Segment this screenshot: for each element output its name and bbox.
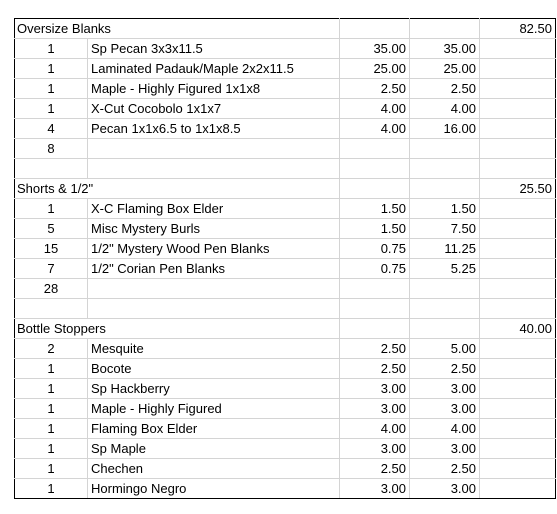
empty-cell[interactable] [480, 479, 556, 499]
unit-price-cell[interactable]: 4.00 [340, 119, 410, 139]
table-row [15, 59, 556, 79]
line-total-cell[interactable]: 3.00 [410, 439, 480, 459]
quantity-cell[interactable]: 1 [15, 39, 88, 59]
line-total-cell[interactable]: 2.50 [410, 459, 480, 479]
quantity-cell[interactable]: 1 [15, 459, 88, 479]
empty-cell[interactable] [15, 299, 88, 319]
table-row [15, 239, 556, 259]
line-total-cell[interactable]: 3.00 [410, 479, 480, 499]
empty-cell[interactable] [340, 179, 410, 199]
unit-price-cell[interactable]: 0.75 [340, 239, 410, 259]
empty-cell[interactable] [480, 419, 556, 439]
line-total-cell[interactable]: 16.00 [410, 119, 480, 139]
quantity-cell[interactable]: 5 [15, 219, 88, 239]
unit-price-cell[interactable]: 2.50 [340, 459, 410, 479]
unit-price-cell[interactable]: 1.50 [340, 219, 410, 239]
empty-cell[interactable] [410, 299, 480, 319]
empty-cell[interactable] [15, 159, 88, 179]
description-cell[interactable]: Hormingo Negro [88, 479, 340, 499]
description-cell[interactable]: Mesquite [88, 339, 340, 359]
empty-cell[interactable] [480, 439, 556, 459]
quantity-cell[interactable]: 1 [15, 379, 88, 399]
quantity-cell[interactable]: 1 [15, 99, 88, 119]
count-row [15, 139, 556, 159]
empty-cell[interactable] [480, 339, 556, 359]
section-header-row [15, 179, 556, 199]
description-cell[interactable]: Maple - Highly Figured 1x1x8 [88, 79, 340, 99]
empty-cell[interactable] [340, 279, 410, 299]
empty-cell[interactable] [410, 179, 480, 199]
unit-price-cell[interactable]: 2.50 [340, 339, 410, 359]
description-cell[interactable]: X-C Flaming Box Elder [88, 199, 340, 219]
description-cell[interactable]: Sp Maple [88, 439, 340, 459]
quantity-cell[interactable]: 1 [15, 479, 88, 499]
table-row [15, 459, 556, 479]
section-header-row [15, 19, 556, 39]
unit-price-cell[interactable]: 2.50 [340, 79, 410, 99]
quantity-cell[interactable]: 1 [15, 359, 88, 379]
quantity-cell[interactable]: 1 [15, 199, 88, 219]
blank-row [15, 299, 556, 319]
empty-cell[interactable] [480, 199, 556, 219]
empty-cell[interactable] [480, 219, 556, 239]
quantity-cell[interactable]: 4 [15, 119, 88, 139]
line-total-cell[interactable]: 1.50 [410, 199, 480, 219]
empty-cell[interactable] [480, 399, 556, 419]
empty-cell[interactable] [340, 319, 410, 339]
empty-cell[interactable] [480, 259, 556, 279]
line-total-cell[interactable]: 35.00 [410, 39, 480, 59]
description-cell[interactable]: Maple - Highly Figured [88, 399, 340, 419]
empty-cell[interactable] [480, 139, 556, 159]
count-row [15, 279, 556, 299]
table-row [15, 259, 556, 279]
description-cell[interactable]: Bocote [88, 359, 340, 379]
line-total-cell[interactable]: 3.00 [410, 379, 480, 399]
unit-price-cell[interactable]: 0.75 [340, 259, 410, 279]
description-cell[interactable]: 1/2" Corian Pen Blanks [88, 259, 340, 279]
empty-cell[interactable] [480, 379, 556, 399]
unit-price-cell[interactable]: 4.00 [340, 419, 410, 439]
line-total-cell[interactable]: 3.00 [410, 399, 480, 419]
description-cell[interactable]: Chechen [88, 459, 340, 479]
unit-price-cell[interactable]: 1.50 [340, 199, 410, 219]
item-count-cell[interactable]: 28 [15, 279, 88, 299]
line-total-cell[interactable]: 7.50 [410, 219, 480, 239]
empty-cell[interactable] [480, 159, 556, 179]
empty-cell[interactable] [480, 359, 556, 379]
description-cell[interactable]: Laminated Padauk/Maple 2x2x11.5 [88, 59, 340, 79]
line-total-cell[interactable]: 2.50 [410, 359, 480, 379]
section-title[interactable]: Oversize Blanks [15, 19, 340, 39]
table-row [15, 39, 556, 59]
table-row [15, 119, 556, 139]
empty-cell[interactable] [340, 299, 410, 319]
table-row [15, 79, 556, 99]
table-row [15, 399, 556, 419]
section-title[interactable]: Shorts & 1/2" [15, 179, 340, 199]
quantity-cell[interactable]: 1 [15, 419, 88, 439]
table-row [15, 419, 556, 439]
empty-cell[interactable] [480, 99, 556, 119]
line-total-cell[interactable]: 5.00 [410, 339, 480, 359]
empty-cell[interactable] [88, 279, 340, 299]
section-total[interactable]: 82.50 [480, 19, 556, 39]
empty-cell[interactable] [480, 79, 556, 99]
empty-cell[interactable] [480, 119, 556, 139]
empty-cell[interactable] [410, 279, 480, 299]
quantity-cell[interactable]: 1 [15, 79, 88, 99]
table-row [15, 99, 556, 119]
table-row [15, 359, 556, 379]
description-cell[interactable]: Flaming Box Elder [88, 419, 340, 439]
empty-cell[interactable] [410, 319, 480, 339]
empty-cell[interactable] [340, 159, 410, 179]
empty-cell[interactable] [410, 159, 480, 179]
quantity-cell[interactable]: 2 [15, 339, 88, 359]
empty-cell[interactable] [480, 239, 556, 259]
line-total-cell[interactable]: 4.00 [410, 99, 480, 119]
description-cell[interactable]: Misc Mystery Burls [88, 219, 340, 239]
empty-cell[interactable] [480, 459, 556, 479]
line-total-cell[interactable]: 2.50 [410, 79, 480, 99]
quantity-cell[interactable]: 1 [15, 439, 88, 459]
description-cell[interactable]: X-Cut Cocobolo 1x1x7 [88, 99, 340, 119]
quantity-cell[interactable]: 7 [15, 259, 88, 279]
item-count-cell[interactable]: 8 [15, 139, 88, 159]
unit-price-cell[interactable]: 3.00 [340, 399, 410, 419]
empty-cell[interactable] [340, 19, 410, 39]
description-cell[interactable]: 1/2" Mystery Wood Pen Blanks [88, 239, 340, 259]
empty-cell[interactable] [480, 299, 556, 319]
table-row [15, 199, 556, 219]
empty-cell[interactable] [480, 59, 556, 79]
quantity-cell[interactable]: 15 [15, 239, 88, 259]
empty-cell[interactable] [410, 19, 480, 39]
unit-price-cell[interactable]: 35.00 [340, 39, 410, 59]
spreadsheet-body [15, 19, 556, 499]
line-total-cell[interactable]: 5.25 [410, 259, 480, 279]
unit-price-cell[interactable]: 3.00 [340, 479, 410, 499]
unit-price-cell[interactable]: 2.50 [340, 359, 410, 379]
blank-row [15, 159, 556, 179]
table-row [15, 339, 556, 359]
empty-cell[interactable] [88, 159, 340, 179]
unit-price-cell[interactable]: 3.00 [340, 379, 410, 399]
table-row [15, 439, 556, 459]
empty-cell[interactable] [88, 299, 340, 319]
description-cell[interactable]: Pecan 1x1x6.5 to 1x1x8.5 [88, 119, 340, 139]
section-title[interactable]: Bottle Stoppers [15, 319, 340, 339]
section-header-row [15, 319, 556, 339]
section-total[interactable]: 25.50 [480, 179, 556, 199]
unit-price-cell[interactable]: 4.00 [340, 99, 410, 119]
unit-price-cell[interactable]: 25.00 [340, 59, 410, 79]
line-total-cell[interactable]: 4.00 [410, 419, 480, 439]
table-row [15, 379, 556, 399]
empty-cell[interactable] [410, 139, 480, 159]
line-total-cell[interactable]: 11.25 [410, 239, 480, 259]
empty-cell[interactable] [340, 139, 410, 159]
table-row [15, 479, 556, 499]
unit-price-cell[interactable]: 3.00 [340, 439, 410, 459]
empty-cell[interactable] [480, 39, 556, 59]
description-cell[interactable]: Sp Pecan 3x3x11.5 [88, 39, 340, 59]
empty-cell[interactable] [88, 139, 340, 159]
quantity-cell[interactable]: 1 [15, 59, 88, 79]
description-cell[interactable]: Sp Hackberry [88, 379, 340, 399]
empty-cell[interactable] [480, 279, 556, 299]
quantity-cell[interactable]: 1 [15, 399, 88, 419]
table-row [15, 219, 556, 239]
line-total-cell[interactable]: 25.00 [410, 59, 480, 79]
inventory-spreadsheet [14, 18, 556, 499]
section-total[interactable]: 40.00 [480, 319, 556, 339]
